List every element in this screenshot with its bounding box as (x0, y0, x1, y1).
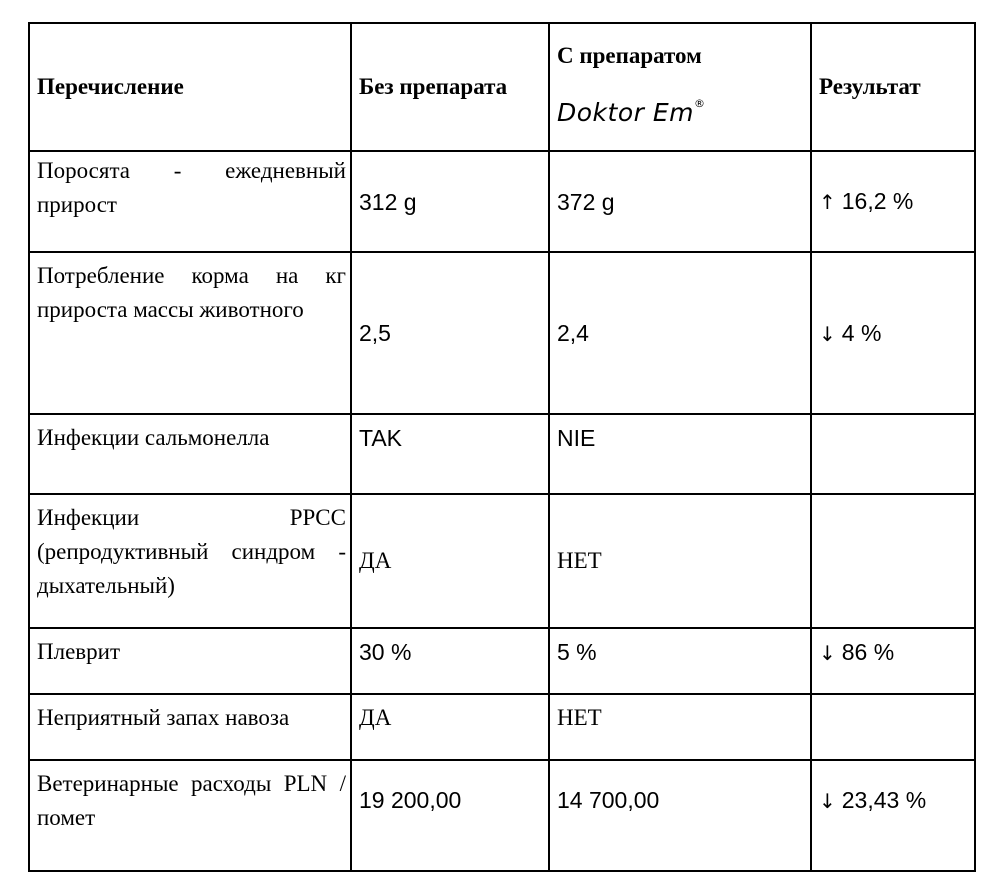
header-result: Результат (819, 74, 921, 99)
value-without: 312 g (351, 151, 549, 252)
value-without: TAK (351, 414, 549, 494)
result-cell (811, 628, 975, 694)
result-cell (811, 494, 975, 628)
result-value: 86 % (841, 639, 895, 665)
row-label: Инфекции PPCC (репродуктивный синдром - дыхательный) (29, 494, 351, 628)
brand-name: Doktor Em (557, 97, 694, 127)
row-label: Поросята - ежедневный прирост (29, 151, 351, 252)
row-label: Инфекции сальмонелла (29, 414, 351, 494)
result-cell (811, 252, 975, 414)
table-row (29, 252, 975, 414)
arrow-down-icon: ↓ (819, 789, 836, 813)
value-with: НЕТ (549, 694, 811, 760)
arrow-up-icon: ↑ (819, 190, 836, 214)
registered-mark: ® (694, 96, 706, 110)
row-label: Неприятный запах навоза (29, 694, 351, 760)
table-row (29, 414, 975, 494)
value-with: NIE (549, 414, 811, 494)
arrow-down-icon: ↓ (819, 641, 836, 665)
table-row (29, 151, 975, 252)
result-cell (811, 694, 975, 760)
row-label: Плеврит (29, 628, 351, 694)
row-label: Потребление корма на кг прироста массы животного (29, 252, 351, 414)
header-cell-without (351, 23, 549, 151)
value-without: ДА (351, 494, 549, 628)
value-without: 30 % (351, 628, 549, 694)
value-without: 2,5 (351, 252, 549, 414)
table-row (29, 760, 975, 871)
value-with: 14 700,00 (549, 760, 811, 871)
header-row (29, 23, 975, 151)
arrow-down-icon: ↓ (819, 321, 836, 346)
result-value: 4 % (841, 319, 882, 346)
result-cell (811, 151, 975, 252)
header-cell-listing (29, 23, 351, 151)
table-row (29, 694, 975, 760)
value-with: 2,4 (549, 252, 811, 414)
value-without: 19 200,00 (351, 760, 549, 871)
comparison-table (28, 22, 976, 872)
value-with: НЕТ (549, 494, 811, 628)
header-without-preparation: Без препарата (359, 74, 508, 99)
header-cell-result (811, 23, 975, 151)
result-value: 23,43 % (841, 787, 927, 813)
header-listing: Перечисление (37, 74, 184, 99)
table-row (29, 494, 975, 628)
value-without: ДА (351, 694, 549, 760)
result-cell (811, 414, 975, 494)
value-with: 5 % (549, 628, 811, 694)
table-row (29, 628, 975, 694)
result-cell (811, 760, 975, 871)
header-cell-with (549, 23, 811, 151)
row-label: Ветеринарные расходы PLN / помет (29, 760, 351, 871)
result-value: 16,2 % (841, 188, 914, 214)
header-with-preparation: С препаратом (557, 42, 702, 68)
value-with: 372 g (549, 151, 811, 252)
brand-logo (557, 87, 806, 130)
